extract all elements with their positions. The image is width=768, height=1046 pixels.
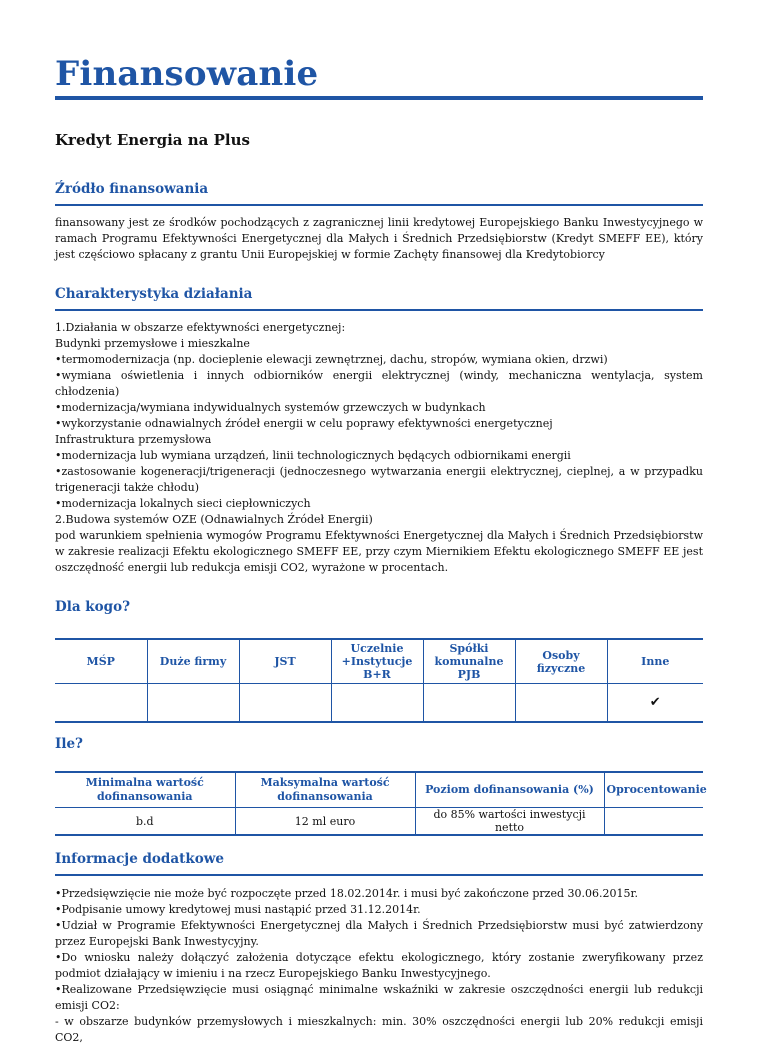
list-item: •modernizacja lub wymiana urządzeń, linii technologicznych będących odbiornikami energii <box>55 449 571 462</box>
list-item: •zastosowanie kogeneracji/trigeneracji (jednoczesnego wytwarzania energii elektrycznej, cieplnej, a w przypadku trigeneracji także chłodu) <box>55 465 703 494</box>
section-divider <box>55 204 703 206</box>
table-header-row <box>55 772 703 808</box>
eligibility-table <box>55 638 703 723</box>
column-header: Oprocentowanie <box>604 772 703 808</box>
section-for-whom <box>55 598 703 723</box>
table-row <box>55 808 703 836</box>
column-header: Minimalna wartość dofinansowania <box>55 772 235 808</box>
table-cell <box>331 684 423 723</box>
list-item: •wykorzystanie odnawialnych źródeł energii w celu poprawy efektywności energetycznej <box>55 417 553 430</box>
program-subtitle: Kredyt Energia na Plus <box>55 131 250 149</box>
table-cell: b.d <box>55 808 235 836</box>
list-item: •Do wniosku należy dołączyć założenia dotyczące efektu ekologicznego, który zostanie zweryfikowany przez podmiot działający w imieniu i na rzecz Europejskiego Banku Inwestycyjnego. <box>55 951 703 980</box>
section-heading-characteristics: Charakterystyka działania <box>55 286 253 302</box>
table-cell <box>55 684 147 723</box>
table-cell <box>423 684 515 723</box>
section-heading-for-whom: Dla kogo? <box>55 599 130 615</box>
list-item: •Przedsięwzięcie nie może być rozpoczęte przed 18.02.2014r. i musi być zakończone przed 30.06.2015r. <box>55 887 639 900</box>
list-item: Infrastruktura przemysłowa <box>55 433 212 446</box>
list-item: •Udział w Programie Efektywności Energetycznej dla Małych i Średnich Przedsiębiorstw musi być zatwierdzony przez Europejski Bank Inwestycyjny. <box>55 919 703 948</box>
column-header: Maksymalna wartość dofinansowania <box>235 772 415 808</box>
page-title: Finansowanie <box>55 54 319 94</box>
section-divider <box>55 309 703 311</box>
list-item: 2.Budowa systemów OZE (Odnawialnych Źródeł Energii) <box>55 513 373 526</box>
list-item: •wymiana oświetlenia i innych odbiorników energii elektrycznej (windy, mechaniczna wentylacja, system chłodzenia) <box>55 369 703 398</box>
list-item: - w obszarze budynków przemysłowych i mieszkalnych: min. 30% oszczędności energii lub 20% redukcji emisji CO2, <box>55 1015 703 1044</box>
list-item: •termomodernizacja (np. docieplenie elewacji zewnętrznej, dachu, stropów, wymiana okien, drzwi) <box>55 353 608 366</box>
table-cell <box>604 808 703 836</box>
table-row <box>55 684 703 723</box>
column-header: Uczelnie +Instytucje B+R <box>331 639 423 684</box>
section-divider <box>55 874 703 876</box>
section-heading-additional: Informacje dodatkowe <box>55 851 224 867</box>
table-cell <box>147 684 239 723</box>
column-header: MŚP <box>55 639 147 684</box>
additional-list <box>55 886 703 1046</box>
document-page <box>55 0 707 1046</box>
column-header: JST <box>239 639 331 684</box>
column-header: Inne <box>607 639 703 684</box>
table-cell <box>515 684 607 723</box>
column-header: Osoby fizyczne <box>515 639 607 684</box>
source-text: finansowany jest ze środków pochodzących z zagranicznej linii kredytowej Europejskiego Banku Inwestycyjnego w ramach Programu Efektywności Energetycznej dla Małych i Średnich Przedsiębiorstw (Kredyt SMEFF EE), który jest częściowo spłacany z grantu Unii Europejskiej w formie Zachęty finansowej dla Kredytobiorcy <box>55 216 703 261</box>
list-item: pod warunkiem spełnienia wymogów Programu Efektywności Energetycznej dla Małych i Średnich Przedsiębiorstw w zakresie realizacji Efektu ekologicznego SMEFF EE, przy czym Miernikiem Efektu ekologicznego SMEFF EE jest oszczędność energii lub redukcja emisji CO2, wyrażone w procentach. <box>55 529 703 574</box>
section-source <box>55 180 703 263</box>
list-item: •modernizacja lokalnych sieci ciepłowniczych <box>55 497 311 510</box>
table-cell: 12 ml euro <box>235 808 415 836</box>
list-item: 1.Działania w obszarze efektywności energetycznej: <box>55 321 346 334</box>
column-header: Poziom dofinansowania (%) <box>415 772 604 808</box>
table-cell <box>239 684 331 723</box>
section-additional <box>55 850 703 1046</box>
table-cell <box>607 684 703 723</box>
list-item: •Realizowane Przedsięwzięcie musi osiągnąć minimalne wskaźniki w zakresie oszczędności energii lub redukcji emisji CO2: <box>55 983 703 1012</box>
section-heading-source: Źródło finansowania <box>55 181 209 197</box>
column-header: Duże firmy <box>147 639 239 684</box>
list-item: •Podpisanie umowy kredytowej musi nastąpić przed 31.12.2014r. <box>55 903 421 916</box>
section-heading-how-much: Ile? <box>55 736 83 752</box>
table-cell: do 85% wartości inwestycji netto <box>415 808 604 836</box>
section-characteristics <box>55 285 703 576</box>
list-item: Budynki przemysłowe i mieszkalne <box>55 337 250 350</box>
column-header: Spółki komunalne PJB <box>423 639 515 684</box>
title-divider <box>55 96 703 100</box>
funding-table <box>55 771 707 836</box>
characteristics-list <box>55 320 703 576</box>
table-header-row <box>55 639 703 684</box>
list-item: •modernizacja/wymiana indywidualnych systemów grzewczych w budynkach <box>55 401 486 414</box>
section-how-much <box>55 735 707 836</box>
check-icon: ✔ <box>649 695 661 710</box>
